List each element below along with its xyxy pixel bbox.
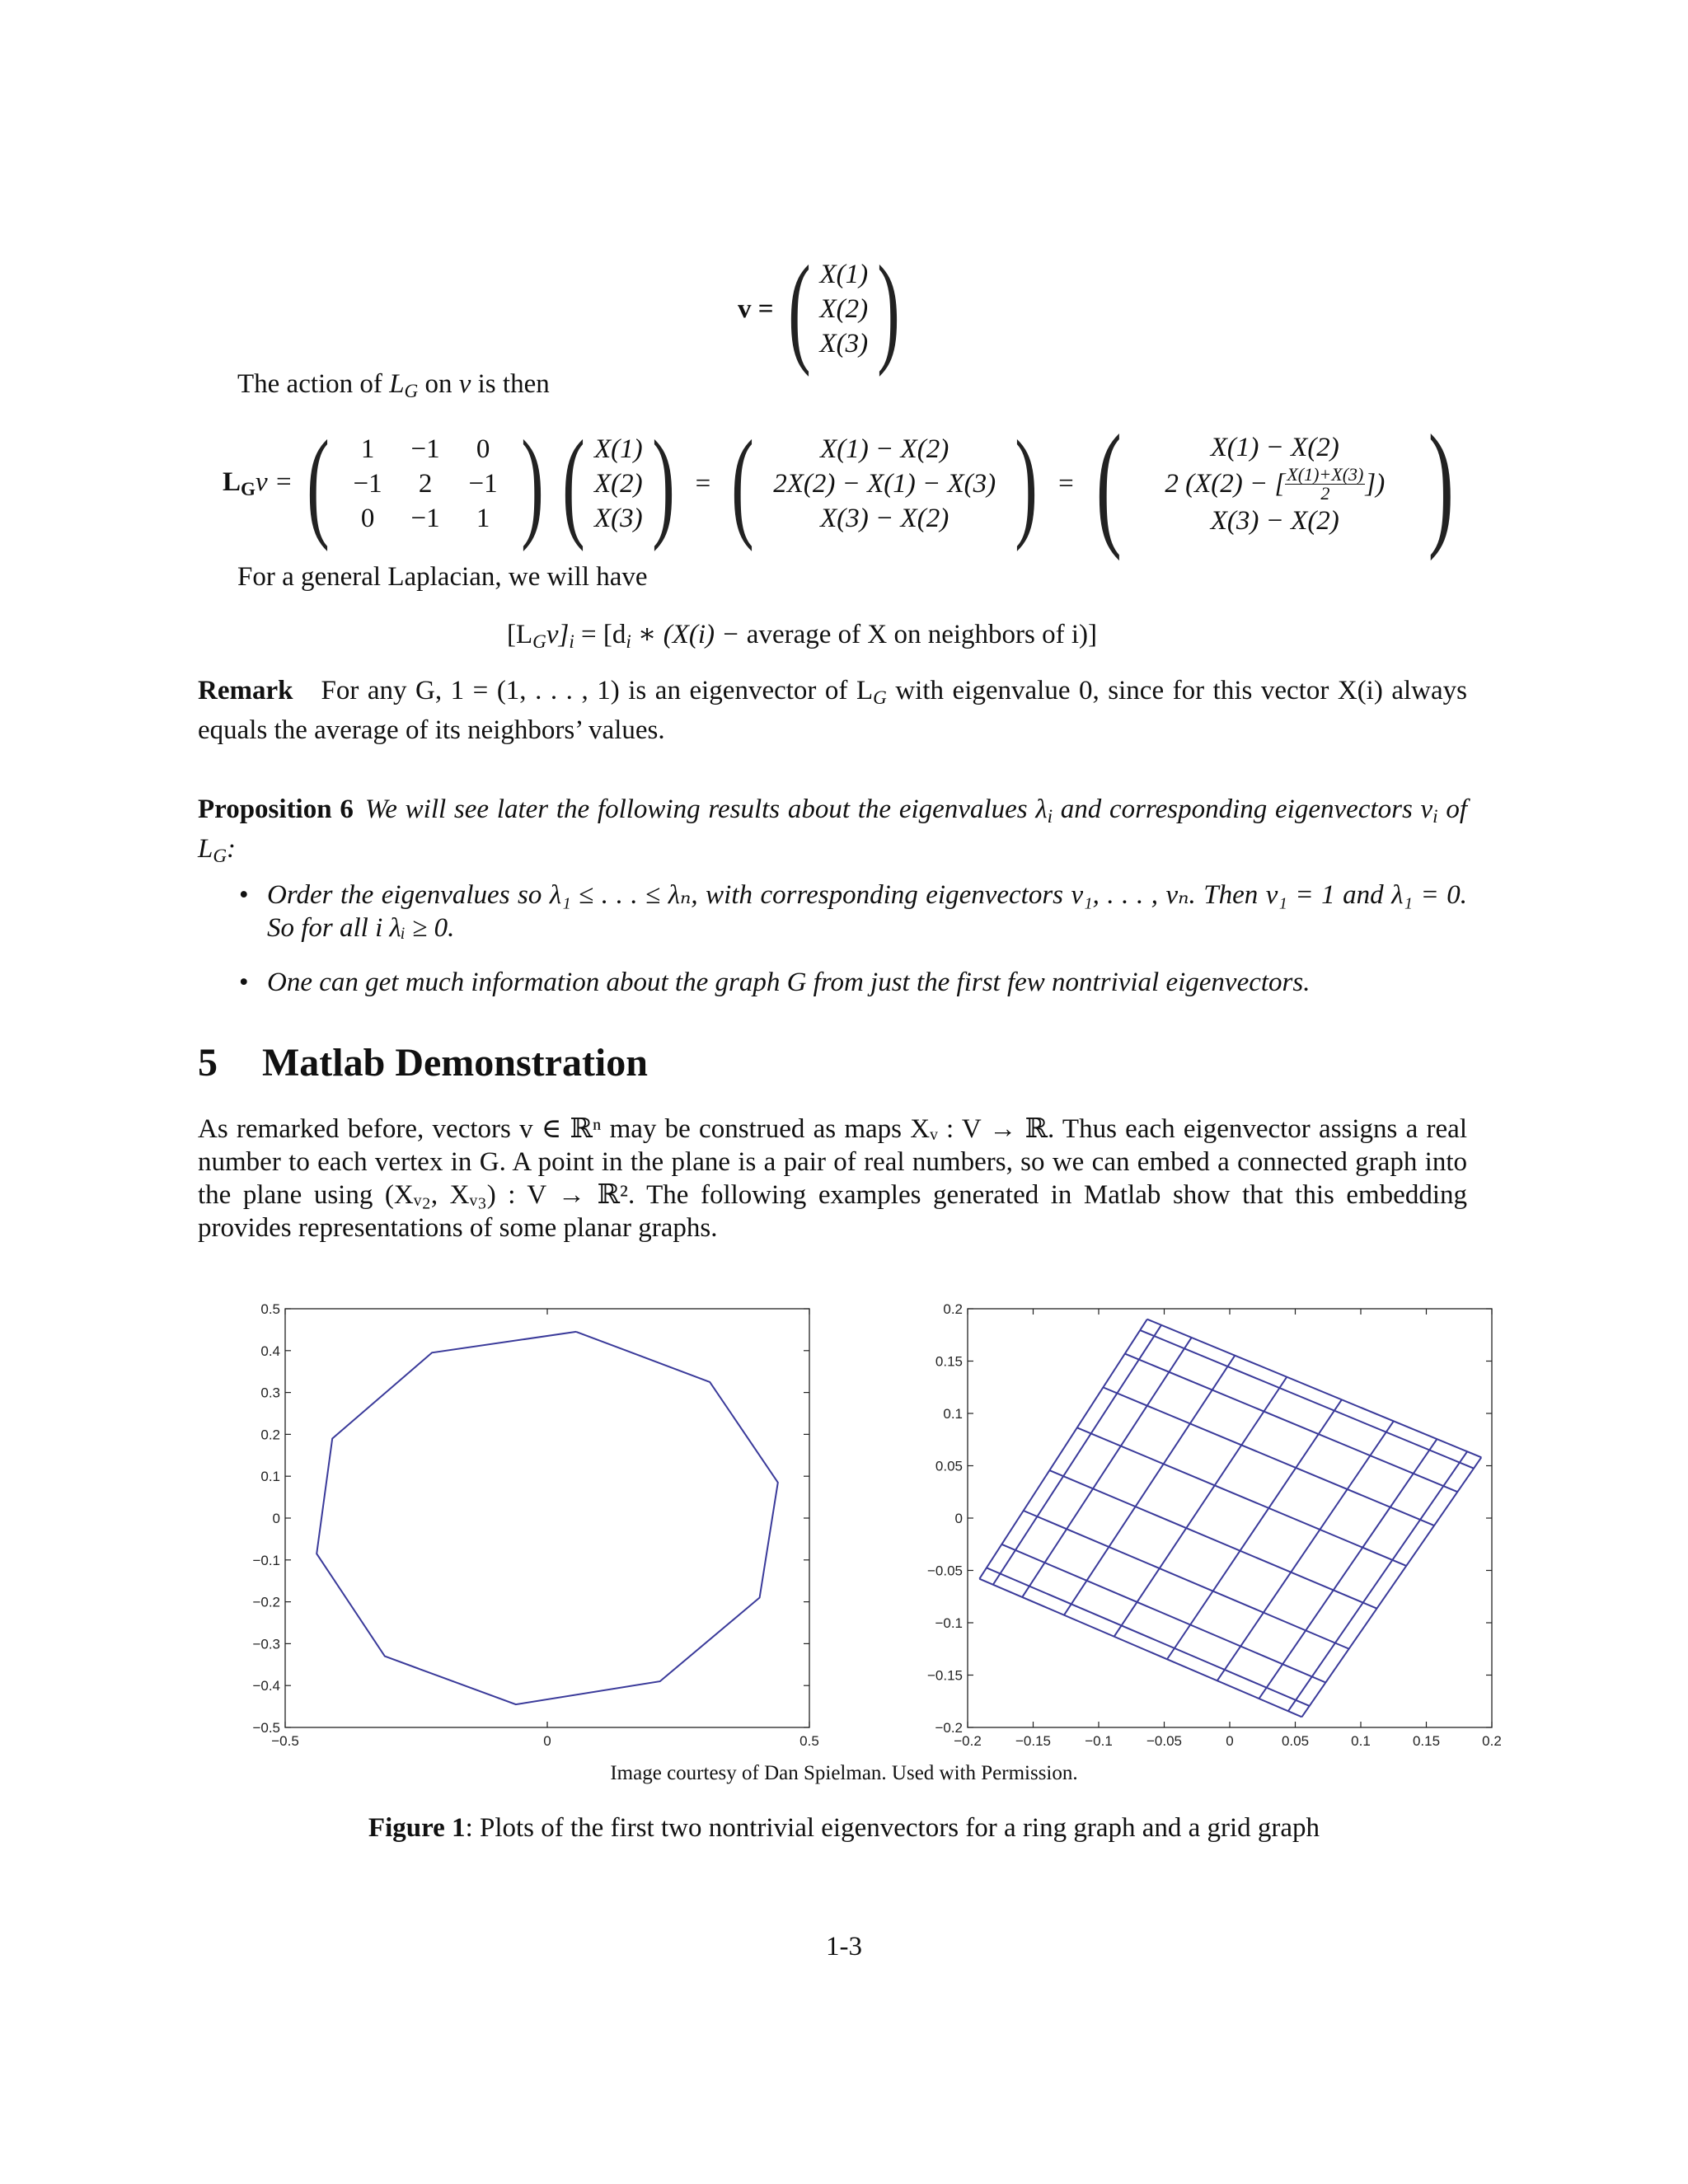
paragraph-matlab: As remarked before, vectors v ∈ ℝⁿ may be construed as maps Xᵥ : V → ℝ. Thus each eigenvector assigns a real number to each vertex in G. A point in the plane is a pair of real numbers, so we can embed a connected graph into the plane using (Xᵥ₂, Xᵥ₃) : V → ℝ². The following examples generated in Matlab show that this embedding provides representations of some planar graphs. (198, 1114, 1467, 1243)
x-tick-label: 0.1 (1351, 1733, 1371, 1749)
grid-series-line (1217, 1421, 1394, 1680)
grid-series-line (1288, 1451, 1467, 1711)
y-tick-label: 0.2 (260, 1427, 280, 1443)
result-vector-1: X(1) − X(2) 2X(2) − X(1) − X(3) X(3) − X(2) (773, 434, 996, 533)
y-tick-label: 0.1 (260, 1469, 280, 1485)
remark: Remark For any G, 1 = (1, . . . , 1) is an eigenvector of $L_G$ with eigenvalue 0, since for this vector X(i) always equals the average of its neighbors’ values. (198, 676, 1467, 745)
section-number: 5 (198, 1041, 218, 1085)
general-equation: $[L_Gv]_i = [d_i$ ∗ (X(i) − average of X on neighbors of i)] (507, 620, 1097, 652)
equation-lhs: $L_Gv$ = (223, 467, 293, 499)
x-tick-label: 0.05 (1281, 1733, 1310, 1749)
grid-series-line (1077, 1427, 1406, 1566)
proposition: Proposition 6 We will see later the following results about the eigenvalues $\lambda_i$ and corresponding eigenvectors $v_i$ of $L_G$: (198, 794, 1467, 866)
proposition-bullets (232, 879, 1467, 1020)
vector-entry: X(3) (819, 329, 869, 359)
y-tick-label: −0.1 (935, 1615, 963, 1631)
page-number: 1-3 (826, 1932, 862, 1961)
y-tick-label: 0.2 (943, 1302, 963, 1317)
grid-series-line (979, 1579, 1301, 1718)
grid-series-line (979, 1319, 1147, 1579)
result-middle-row: 2 (X(2) − [ $\frac{X(1)+X(3)}{2}$ ]) (1165, 463, 1386, 504)
proposition-bullet: • One can get much information about the graph G from just the first few nontrivial eigenvectors. (232, 966, 1467, 999)
y-tick-label: −0.5 (252, 1720, 280, 1736)
x-tick-label: 0.15 (1412, 1733, 1441, 1749)
right-paren: ) (877, 241, 900, 377)
y-tick-label: 0.4 (260, 1343, 280, 1359)
grid-series-line (1125, 1354, 1458, 1493)
y-tick-label: −0.1 (252, 1552, 280, 1568)
y-tick-label: 0 (954, 1511, 963, 1526)
grid-series-line (1049, 1470, 1376, 1609)
grid-graph-plot (915, 1302, 1508, 1768)
vector-lhs: v = (738, 293, 774, 324)
section-title: Matlab Demonstration (262, 1041, 648, 1085)
x-tick-label: −0.15 (1015, 1733, 1052, 1749)
grid-series-line (1103, 1387, 1434, 1526)
ring-graph-chart (239, 1302, 832, 1764)
ring-series-line (316, 1332, 778, 1704)
x-vector: X(1) X(2) X(3) (594, 434, 643, 533)
proposition-label: Proposition 6 (198, 794, 354, 824)
y-tick-label: 0.5 (260, 1302, 280, 1317)
plot-frame (285, 1309, 809, 1727)
x-tick-label: −0.2 (954, 1733, 982, 1749)
x-tick-label: −0.05 (1146, 1733, 1183, 1749)
x-tick-label: −0.5 (271, 1733, 299, 1749)
x-tick-label: 0 (543, 1733, 551, 1749)
y-tick-label: −0.2 (252, 1594, 280, 1610)
y-tick-label: 0.05 (935, 1458, 963, 1474)
y-tick-label: −0.3 (252, 1636, 280, 1652)
grid-series-line (1024, 1511, 1349, 1649)
image-credit: Image courtesy of Dan Spielman. Used with Permission. (610, 1762, 1078, 1784)
section-heading (198, 1040, 648, 1085)
ring-graph-plot (239, 1302, 832, 1768)
result-vector-2: X(1) − X(2) 2 (X(2) − [ $\frac{X(1)+X(3)}{2}$ ]) X(3) − X(2) (1165, 432, 1386, 536)
grid-graph-chart (915, 1302, 1508, 1764)
paragraph-general: For a general Laplacian, we will have (237, 562, 648, 592)
grid-series-line (1001, 1544, 1325, 1683)
grid-series-line (1259, 1439, 1437, 1699)
grid-series-line (993, 1325, 1161, 1585)
grid-series-line (987, 1568, 1310, 1706)
y-tick-label: −0.15 (926, 1667, 963, 1684)
grid-series-line (1064, 1356, 1235, 1615)
vector-entry: X(2) (819, 294, 869, 324)
grid-series-line (1167, 1399, 1342, 1659)
x-tick-label: 0.2 (1482, 1733, 1502, 1749)
grid-series-line (1301, 1457, 1481, 1717)
vector-entry: X(1) (819, 260, 869, 289)
vector-definition (738, 241, 909, 377)
plot-frame (968, 1309, 1492, 1727)
y-tick-label: −0.05 (926, 1563, 963, 1579)
paragraph-action: The action of $L_G$ on v is then (237, 369, 550, 401)
grid-series-line (1140, 1330, 1474, 1469)
y-tick-label: −0.4 (252, 1678, 280, 1694)
y-tick-label: 0 (272, 1511, 280, 1526)
vector-entries (820, 258, 869, 360)
y-tick-label: −0.2 (935, 1720, 963, 1736)
laplacian-matrix: 1 −1 0 −1 2 −1 0 −1 1 (353, 434, 498, 533)
y-tick-label: 0.15 (935, 1353, 963, 1370)
grid-series-line (1147, 1319, 1481, 1458)
y-tick-label: 0.3 (260, 1385, 280, 1401)
y-tick-label: 0.1 (943, 1406, 963, 1422)
figure-caption: Figure 1: Plots of the first two nontrivial eigenvectors for a ring graph and a grid graph (368, 1813, 1320, 1843)
average-fraction: $\frac{X(1)+X(3)}{2}$ (1287, 463, 1364, 504)
remark-label: Remark (198, 676, 293, 705)
proposition-bullet: • Order the eigenvalues so λ₁ ≤ . . . ≤ λₙ, with corresponding eigenvectors v₁, . . . , vₙ. Then v₁ = 1 and λ₁ = 0. So for all i λᵢ ≥ 0. (232, 879, 1467, 944)
laplacian-equation: $L_Gv$ = ( 1 −1 0 −1 2 −1 0 −1 1 ) ( X(1) X(2) X(3) ) = ( X(1) − X(2) 2X(2) − X(1) − X(3) X(3) − X(2) ) = ( X(1) − X(2) 2 (X(2) − [ $\frac{X(1)+X(3)}{2}$ ]) X(3) − X(2) ) (223, 406, 1455, 561)
x-tick-label: 0.5 (799, 1733, 819, 1749)
left-paren: ( (787, 241, 811, 377)
x-tick-label: −0.1 (1085, 1733, 1113, 1749)
x-tick-label: 0 (1226, 1733, 1234, 1749)
